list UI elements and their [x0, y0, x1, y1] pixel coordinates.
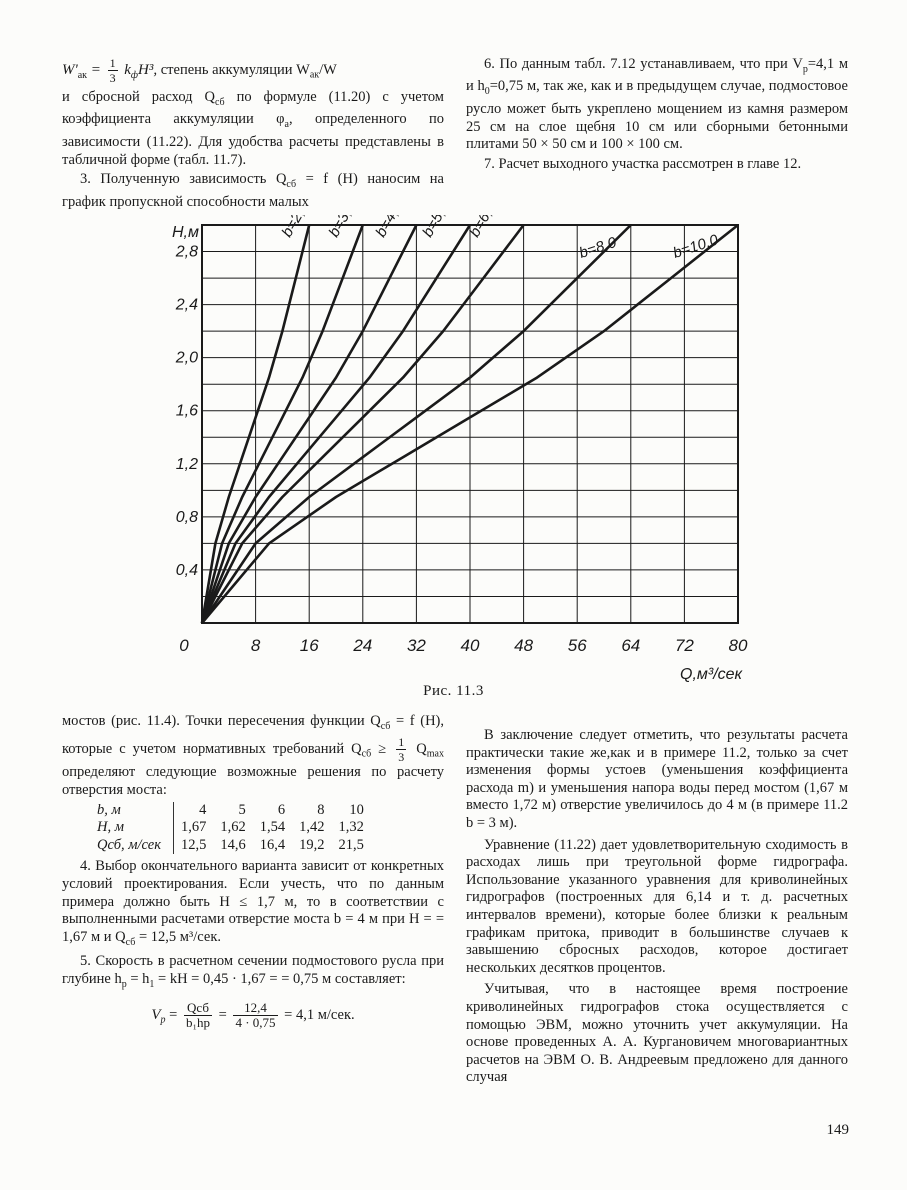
table-cell: 6 — [277, 801, 286, 818]
row-header: b, м — [90, 802, 174, 820]
table-cell: 1,67 — [181, 819, 207, 836]
series-label: b=4,0 — [372, 215, 407, 241]
x-axis-label: Q,м³/сек — [680, 666, 743, 683]
x-tick-label: 32 — [406, 636, 426, 655]
paragraph-bridges: мостов (рис. 11.4). Точки пересечения функции $Q_{сб} = f$ (H), которые с учетом нормативных требований $Q_{сб}$ ≥ $\frac{1}{3}$ $Q_{max}$ определяют следующие возможные решения по расчету отверстия моста: — [62, 713, 444, 799]
y-tick-label: 1,6 — [175, 402, 198, 420]
series-label: b=3,0 — [325, 215, 360, 241]
table-cell: 1,32 — [338, 819, 364, 836]
x-tick-label: 0 — [179, 636, 189, 655]
table-cell: 1,62 — [220, 819, 246, 836]
paragraph-5: 5. Скорость в расчетном сечении подмостового русла при глубине $h_р = h_1$ = kH = 0,45 · 1,67 = = 0,75 м составляет: — [62, 953, 444, 990]
right-bottom-column — [466, 727, 848, 1089]
figure-11-3 — [170, 215, 770, 685]
table-row — [90, 819, 371, 837]
right-top-column — [466, 56, 848, 175]
table-cell: 4 — [199, 801, 207, 818]
table-cell: 21,5 — [338, 836, 364, 853]
paragraph-7: 7. Расчет выходного участка рассмотрен в главе 12. — [484, 155, 802, 172]
paragraph-flow-rate: и сбросной расход $Q_{сб}$ по формуле (11.20) с учетом коэффициента аккумуляции $\varphi_а$, определенного по зависимости (11.22). Для удобства расчеты представлены в табличной форме (табл. 11.7). — [62, 89, 444, 168]
series-label: b=6,0 — [466, 215, 500, 241]
table-cell: 14,6 — [220, 836, 246, 853]
paragraph-4: 4. Выбор окончательного варианта зависит от конкретных условий проектирования. Если учесть, что по данным примера должно быть H ≤ 1,7 м, то в соответствии с выполненными расчетами отверстие моста b = 4 м при H = = 1,67 м и $Q_{сб} = 12,5$ м³/сек. — [62, 858, 444, 948]
x-tick-label: 56 — [567, 636, 587, 655]
figure-caption: Рис. 11.3 — [423, 683, 484, 699]
x-tick-label: 72 — [674, 636, 694, 655]
x-tick-label: 16 — [299, 636, 319, 655]
page-number: 149 — [826, 1122, 849, 1138]
x-tick-label: 8 — [250, 636, 261, 655]
table-row — [90, 837, 371, 855]
table-cell: 10 — [349, 801, 364, 818]
y-tick-label: 1,2 — [175, 455, 198, 473]
table-cell: 16,4 — [259, 836, 286, 853]
table-row — [90, 802, 371, 820]
table-cell: 1,54 — [259, 819, 286, 836]
y-tick-label: 2,8 — [175, 243, 198, 261]
paragraph-6: 6. По данным табл. 7.12 устанавливаем, что при $V_р=4,1$ м и $h_0=0,75$ м, так же, как и в предыдущем случае, подмостовое русло может быть укреплено мощением из камня размером 25 см на слое щебня 10 см или сборными бетонными плитами 50 × 50 см и 100 × 100 см. — [466, 56, 848, 153]
velocity-fraction-symbolic: $\frac{\text{Qсб}}{\text{b₁hр}}$ — [185, 1000, 210, 1031]
row-header: Qсб, м/сек — [90, 837, 174, 855]
paragraph-equation-11-22: Уравнение (11.22) дает удовлетворительную сходимость в расходах лишь при треугольной форме гидрографа. Использование указанного уравнения для криволинейных гидрографов (построенных для 6,14 и т. д. расчетных интервалов времени), которые более близки к реальным графикам притока, приводит в большинстве случаев к завышению сбросных расходов, которое достигает нескольких десятков процентов. — [466, 836, 848, 976]
row-header: H, м — [90, 819, 174, 837]
y-tick-label: 2,0 — [175, 349, 198, 367]
y-tick-label: 0,4 — [175, 561, 198, 579]
y-tick-label: 2,4 — [175, 296, 198, 314]
fraction-one-third-b: $\frac{1}{3}$ — [398, 735, 405, 765]
x-tick-label: 48 — [514, 636, 534, 655]
left-top-column — [62, 56, 444, 213]
velocity-fraction-numeric: $\frac{12,4}{4 \cdot 0,75}$ — [235, 1000, 276, 1031]
y-tick-label: 0,8 — [175, 508, 198, 526]
fraction-one-third: $\frac{1}{3}$ — [109, 56, 116, 85]
y-axis-label: H,м — [172, 224, 199, 241]
x-tick-label: 24 — [353, 636, 373, 655]
table-cell: 8 — [317, 801, 325, 818]
paragraph-conclusion: В заключение следует отметить, что результаты расчета практически такие же,как и в примере 11.2, только за счет изменения формы устоев (уменьшения коэффициента расхода m) и уменьшения напора воды перед мостом (1,67 м вместо 1,72 м) отверстие увеличилось до 4 м (в примере 11.2 b = 3 м). — [466, 727, 848, 831]
table-cell: 19,2 — [299, 836, 325, 853]
left-bottom-column — [62, 713, 444, 1038]
x-tick-label: 64 — [621, 636, 641, 655]
solutions-table — [90, 802, 371, 855]
formula-line: $W'_{ак}$ = $\frac{1}{3}$ $k_фH^3$, степень аккумуляции $W_{ак}/W$ — [62, 56, 337, 85]
table-cell: 5 — [238, 801, 246, 818]
x-tick-label: 80 — [728, 636, 748, 655]
series-label: b=10,0 — [670, 231, 721, 262]
velocity-equation: $V_р$ = $\frac{\text{Qсб}}{\text{b₁hр}}$ = $\frac{12,4}{4 \cdot 0,75}$ = 4,1 м/сек. — [151, 1000, 355, 1031]
paragraph-evm: Учитывая, что в настоящее время построение криволинейных гидрографов стока осуществляется с помощью ЭВМ, можно уточнить учет аккумуляции. На основе проведенных А. А. Кургановичем многовариантных расчетов на ЭВМ О. В. Андреевым предложено для данного случая — [466, 981, 848, 1086]
table-cell: 12,5 — [181, 836, 207, 853]
table-cell: 1,42 — [299, 819, 325, 836]
series-label: b=8,0 — [577, 233, 619, 262]
series-label: b=5,0 — [419, 215, 453, 241]
paragraph-3: 3. Полученную зависимость $Q_{сб} = f$ (H) наносим на график пропускной способности малых — [62, 171, 444, 210]
discharge-chart — [170, 215, 770, 685]
x-tick-label: 40 — [460, 636, 480, 655]
series-label: b=2,0 — [278, 215, 313, 241]
